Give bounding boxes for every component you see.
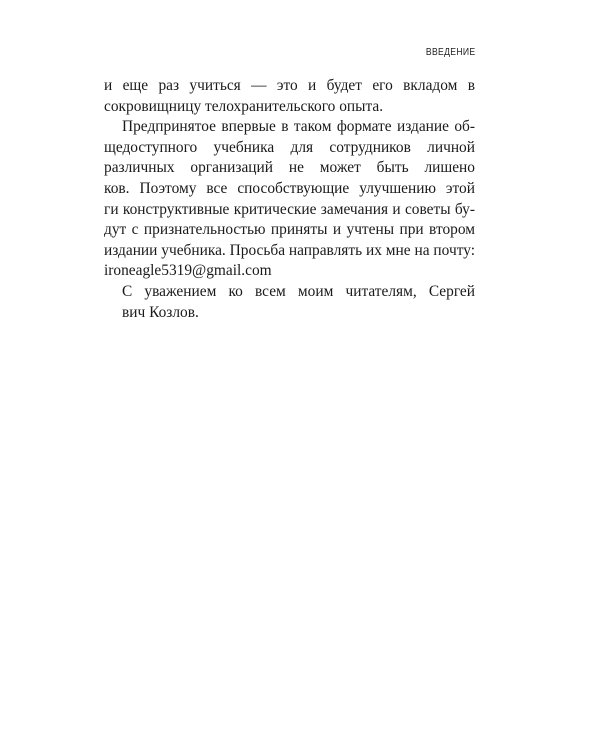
text-line: щедоступного учебника для сотрудников личной — [104, 138, 475, 156]
text-line: ков. Поэтому все способствующие улучшению этой — [104, 179, 475, 197]
text-line: вич Козлов. — [122, 303, 199, 321]
text-line: дут с признательностью приняты и учтены при втором — [104, 221, 475, 239]
running-header: ВВЕДЕНИЕ — [425, 46, 475, 58]
text-line: ги конструктивные критические замечания и советы бу- — [104, 200, 475, 218]
email-address: ironeagle5319@gmail.com — [104, 262, 272, 280]
text-line: различных организаций не может быть лишено — [104, 159, 475, 177]
text-line: издании учебника. Просьба направлять их мне на почту: — [104, 241, 475, 259]
text-line: С уважением ко всем моим читателям, Сергей — [122, 282, 475, 300]
text-line: сокровищницу телохранительского опыта. — [104, 97, 384, 115]
text-line: Предпринятое впервые в таком формате издание об- — [122, 118, 475, 136]
text-line: и еще раз учиться — это и будет его вкладом в — [104, 77, 475, 94]
body-text — [104, 76, 475, 323]
